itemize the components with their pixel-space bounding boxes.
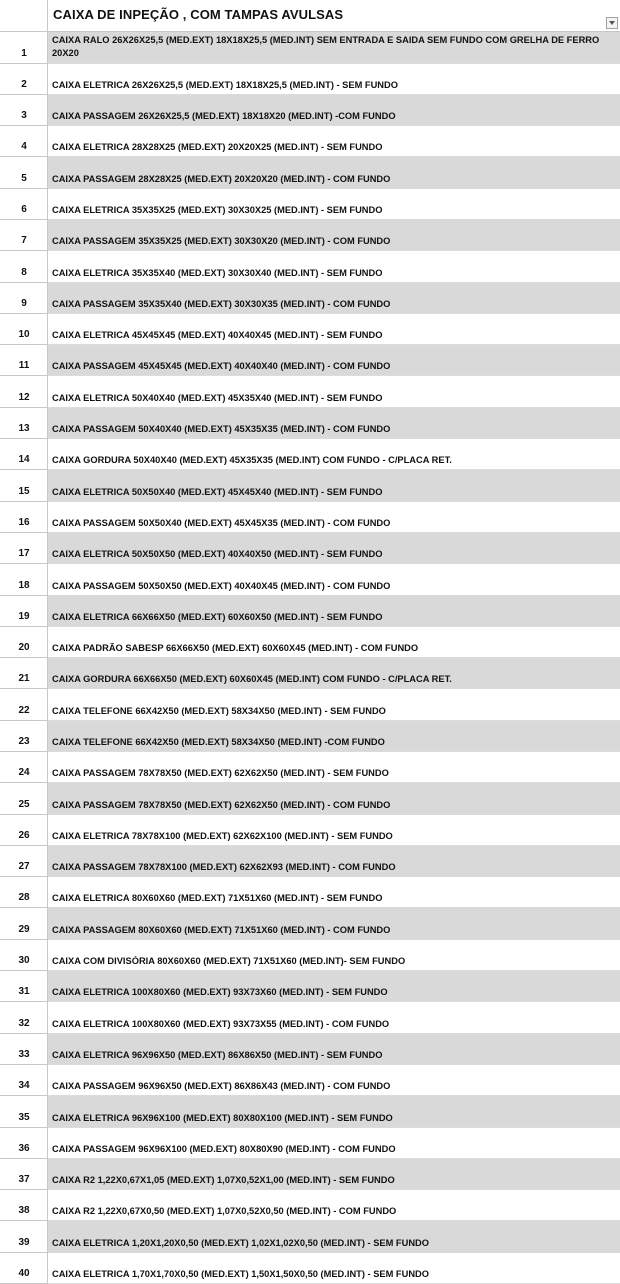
header-row	[0, 0, 620, 32]
table-row	[0, 157, 620, 188]
row-number-cell[interactable]	[0, 283, 48, 314]
row-number-cell[interactable]	[0, 877, 48, 908]
row-number-cell[interactable]	[0, 1159, 48, 1190]
table-row	[0, 596, 620, 627]
table-row	[0, 721, 620, 752]
description-cell[interactable]	[48, 314, 620, 345]
description-text: CAIXA ELETRICA 78X78X100 (MED.EXT) 62X62X100 (MED.INT) - SEM FUNDO	[52, 830, 393, 841]
description-text: CAIXA TELEFONE 66X42X50 (MED.EXT) 58X34X50 (MED.INT) - SEM FUNDO	[52, 705, 386, 716]
row-number: 15	[18, 485, 30, 497]
description-text: CAIXA ELETRICA 35X35X25 (MED.EXT) 30X30X25 (MED.INT) - SEM FUNDO	[52, 204, 383, 215]
description-text: CAIXA GORDURA 50X40X40 (MED.EXT) 45X35X35 (MED.INT) COM FUNDO - C/PLACA RET.	[52, 455, 452, 466]
table-row	[0, 1159, 620, 1190]
row-number-cell[interactable]	[0, 95, 48, 126]
description-text: CAIXA ELETRICA 96X96X100 (MED.EXT) 80X80X100 (MED.INT) - SEM FUNDO	[52, 1112, 393, 1123]
table-row	[0, 32, 620, 64]
row-number: 39	[18, 1236, 30, 1248]
table-row	[0, 1065, 620, 1096]
description-text: CAIXA PASSAGEM 28X28X25 (MED.EXT) 20X20X20 (MED.INT) - COM FUNDO	[52, 173, 391, 184]
row-number-cell[interactable]	[0, 470, 48, 501]
description-cell[interactable]	[48, 408, 620, 439]
description-cell[interactable]	[48, 815, 620, 846]
table-row	[0, 502, 620, 533]
row-number: 7	[21, 235, 27, 247]
table-row	[0, 408, 620, 439]
row-number: 16	[18, 516, 30, 528]
description-cell[interactable]	[48, 940, 620, 971]
description-text: CAIXA ELETRICA 1,70X1,70X0,50 (MED.EXT) 1,50X1,50X0,50 (MED.INT) - SEM FUNDO	[52, 1268, 429, 1279]
header-title-cell[interactable]	[48, 0, 620, 32]
description-text: CAIXA GORDURA 66X66X50 (MED.EXT) 60X60X45 (MED.INT) COM FUNDO - C/PLACA RET.	[52, 674, 452, 685]
description-text: CAIXA PASSAGEM 50X50X50 (MED.EXT) 40X40X45 (MED.INT) - COM FUNDO	[52, 580, 391, 591]
description-text: CAIXA PASSAGEM 45X45X45 (MED.EXT) 40X40X40 (MED.INT) - COM FUNDO	[52, 361, 391, 372]
table-row	[0, 752, 620, 783]
row-number: 34	[18, 1080, 30, 1092]
row-number: 11	[18, 360, 30, 372]
row-number-cell[interactable]	[0, 1065, 48, 1096]
row-number-cell[interactable]	[0, 689, 48, 720]
description-cell[interactable]	[48, 1065, 620, 1096]
row-number: 4	[21, 141, 27, 153]
description-cell[interactable]	[48, 1221, 620, 1252]
description-cell[interactable]	[48, 189, 620, 220]
description-text: CAIXA R2 1,22X0,67X0,50 (MED.EXT) 1,07X0,52X0,50 (MED.INT) - COM FUNDO	[52, 1206, 397, 1217]
row-number: 10	[18, 329, 30, 341]
row-number: 1	[21, 47, 27, 59]
description-cell[interactable]	[48, 345, 620, 376]
description-text: CAIXA COM DIVISÓRIA 80X60X60 (MED.EXT) 71X51X60 (MED.INT)- SEM FUNDO	[52, 956, 406, 967]
row-number-cell[interactable]	[0, 439, 48, 470]
table-row	[0, 1128, 620, 1159]
description-cell[interactable]	[48, 95, 620, 126]
dropdown-arrow-icon	[609, 21, 615, 25]
description-text: CAIXA RALO 26X26X25,5 (MED.EXT) 18X18X25,5 (MED.INT) SEM ENTRADA E SAIDA SEM FUNDO COM GRELHA DE FERRO 20X20	[52, 34, 600, 58]
row-number: 23	[18, 735, 30, 747]
description-cell[interactable]	[48, 1002, 620, 1033]
table-row	[0, 95, 620, 126]
table-row	[0, 564, 620, 595]
description-text: CAIXA PASSAGEM 78X78X100 (MED.EXT) 62X62X93 (MED.INT) - COM FUNDO	[52, 862, 396, 873]
description-cell[interactable]	[48, 470, 620, 501]
row-number-cell[interactable]	[0, 1034, 48, 1065]
table-row	[0, 1034, 620, 1065]
row-number-cell[interactable]	[0, 408, 48, 439]
description-text: CAIXA ELETRICA 96X96X50 (MED.EXT) 86X86X50 (MED.INT) - SEM FUNDO	[52, 1049, 383, 1060]
row-number-cell[interactable]	[0, 846, 48, 877]
description-cell[interactable]	[48, 283, 620, 314]
sheet-title: CAIXA DE INPEÇÃO , COM TAMPAS AVULSAS	[53, 7, 344, 22]
row-number-cell[interactable]	[0, 32, 48, 64]
row-number: 40	[18, 1267, 30, 1279]
row-number: 5	[21, 172, 27, 184]
table-row	[0, 376, 620, 407]
description-cell[interactable]	[48, 783, 620, 814]
row-number-cell[interactable]	[0, 1221, 48, 1252]
row-number-cell[interactable]	[0, 251, 48, 282]
row-number-cell[interactable]	[0, 783, 48, 814]
row-number: 9	[21, 297, 27, 309]
description-text: CAIXA ELETRICA 100X80X60 (MED.EXT) 93X73X60 (MED.INT) - SEM FUNDO	[52, 987, 388, 998]
row-number-cell[interactable]	[0, 564, 48, 595]
row-number: 8	[21, 266, 27, 278]
row-number-cell[interactable]	[0, 1128, 48, 1159]
description-cell[interactable]	[48, 1128, 620, 1159]
row-number: 17	[18, 548, 30, 560]
filter-dropdown-button[interactable]	[606, 17, 618, 29]
description-text: CAIXA ELETRICA 35X35X40 (MED.EXT) 30X30X40 (MED.INT) - SEM FUNDO	[52, 267, 383, 278]
description-cell[interactable]	[48, 752, 620, 783]
table-row	[0, 877, 620, 908]
description-text: CAIXA PASSAGEM 96X96X100 (MED.EXT) 80X80X90 (MED.INT) - COM FUNDO	[52, 1143, 396, 1154]
description-cell[interactable]	[48, 1159, 620, 1190]
description-cell[interactable]	[48, 971, 620, 1002]
row-number-cell[interactable]	[0, 502, 48, 533]
table-row	[0, 251, 620, 282]
row-number-cell[interactable]	[0, 971, 48, 1002]
row-number-cell[interactable]	[0, 1253, 48, 1284]
row-number: 14	[18, 454, 30, 466]
row-number: 33	[18, 1048, 30, 1060]
row-number: 2	[21, 78, 27, 90]
table-row	[0, 64, 620, 95]
table-row	[0, 689, 620, 720]
row-number-cell[interactable]	[0, 314, 48, 345]
table-row	[0, 627, 620, 658]
description-cell[interactable]	[48, 908, 620, 939]
description-cell[interactable]	[48, 1190, 620, 1221]
row-number: 29	[18, 923, 30, 935]
row-number: 3	[21, 110, 27, 122]
description-text: CAIXA PASSAGEM 26X26X25,5 (MED.EXT) 18X18X20 (MED.INT) -COM FUNDO	[52, 111, 396, 122]
row-number: 22	[18, 704, 30, 716]
row-number-cell[interactable]	[0, 752, 48, 783]
row-number-cell[interactable]	[0, 1002, 48, 1033]
row-number: 20	[18, 642, 30, 654]
description-text: CAIXA ELETRICA 50X50X50 (MED.EXT) 40X40X50 (MED.INT) - SEM FUNDO	[52, 549, 383, 560]
row-number-cell[interactable]	[0, 940, 48, 971]
row-number-cell[interactable]	[0, 1190, 48, 1221]
row-number: 37	[18, 1174, 30, 1186]
table-row	[0, 783, 620, 814]
description-cell[interactable]	[48, 126, 620, 157]
table-row	[0, 220, 620, 251]
row-number: 21	[18, 673, 30, 685]
row-number: 32	[18, 1017, 30, 1029]
row-number: 30	[18, 955, 30, 967]
description-text: CAIXA PASSAGEM 78X78X50 (MED.EXT) 62X62X50 (MED.INT) - SEM FUNDO	[52, 768, 389, 779]
description-text: CAIXA PASSAGEM 35X35X25 (MED.EXT) 30X30X20 (MED.INT) - COM FUNDO	[52, 236, 391, 247]
row-number-cell[interactable]	[0, 627, 48, 658]
table-row	[0, 189, 620, 220]
row-number-cell[interactable]	[0, 533, 48, 564]
table-row	[0, 283, 620, 314]
row-number-cell[interactable]	[0, 189, 48, 220]
description-text: CAIXA PASSAGEM 35X35X40 (MED.EXT) 30X30X35 (MED.INT) - COM FUNDO	[52, 298, 391, 309]
description-cell[interactable]	[48, 658, 620, 689]
row-number-cell[interactable]	[0, 157, 48, 188]
description-text: CAIXA ELETRICA 66X66X50 (MED.EXT) 60X60X50 (MED.INT) - SEM FUNDO	[52, 611, 383, 622]
description-text: CAIXA ELETRICA 100X80X60 (MED.EXT) 93X73X55 (MED.INT) - COM FUNDO	[52, 1018, 390, 1029]
table-row	[0, 658, 620, 689]
row-number-cell[interactable]	[0, 596, 48, 627]
table-row	[0, 1253, 620, 1284]
row-number-cell[interactable]	[0, 64, 48, 95]
description-cell[interactable]	[48, 220, 620, 251]
description-cell[interactable]	[48, 877, 620, 908]
row-number: 38	[18, 1205, 30, 1217]
table-row	[0, 345, 620, 376]
table-row	[0, 1221, 620, 1252]
row-number: 31	[18, 986, 30, 998]
table-row	[0, 126, 620, 157]
table-row	[0, 439, 620, 470]
row-number-cell[interactable]	[0, 376, 48, 407]
table-row	[0, 470, 620, 501]
description-text: CAIXA ELETRICA 28X28X25 (MED.EXT) 20X20X25 (MED.INT) - SEM FUNDO	[52, 142, 383, 153]
description-text: CAIXA R2 1,22X0,67X1,05 (MED.EXT) 1,07X0,52X1,00 (MED.INT) - SEM FUNDO	[52, 1175, 395, 1186]
row-number: 18	[18, 579, 30, 591]
table-row	[0, 971, 620, 1002]
row-number: 13	[18, 423, 30, 435]
row-number: 26	[18, 829, 30, 841]
description-text: CAIXA ELETRICA 50X40X40 (MED.EXT) 45X35X40 (MED.INT) - SEM FUNDO	[52, 392, 383, 403]
row-number-cell[interactable]	[0, 1096, 48, 1127]
description-cell[interactable]	[48, 1034, 620, 1065]
table-row	[0, 908, 620, 939]
row-number: 19	[18, 610, 30, 622]
description-cell[interactable]	[48, 596, 620, 627]
header-number-cell[interactable]	[0, 0, 48, 32]
row-number: 36	[18, 1142, 30, 1154]
description-text: CAIXA ELETRICA 50X50X40 (MED.EXT) 45X45X40 (MED.INT) - SEM FUNDO	[52, 486, 383, 497]
row-number: 28	[18, 892, 30, 904]
row-number: 27	[18, 861, 30, 873]
table-row	[0, 815, 620, 846]
description-text: CAIXA PASSAGEM 96X96X50 (MED.EXT) 86X86X43 (MED.INT) - COM FUNDO	[52, 1081, 391, 1092]
description-cell[interactable]	[48, 721, 620, 752]
description-cell[interactable]	[48, 64, 620, 95]
row-number-cell[interactable]	[0, 815, 48, 846]
description-text: CAIXA TELEFONE 66X42X50 (MED.EXT) 58X34X50 (MED.INT) -COM FUNDO	[52, 736, 385, 747]
table-row	[0, 1190, 620, 1221]
description-cell[interactable]	[48, 1253, 620, 1284]
row-number-cell[interactable]	[0, 658, 48, 689]
table-row	[0, 314, 620, 345]
description-text: CAIXA ELETRICA 26X26X25,5 (MED.EXT) 18X18X25,5 (MED.INT) - SEM FUNDO	[52, 79, 398, 90]
description-text: CAIXA PASSAGEM 50X50X40 (MED.EXT) 45X45X35 (MED.INT) - COM FUNDO	[52, 517, 391, 528]
description-cell[interactable]	[48, 32, 620, 64]
row-number-cell[interactable]	[0, 721, 48, 752]
description-cell[interactable]	[48, 564, 620, 595]
description-cell[interactable]	[48, 439, 620, 470]
table-row	[0, 533, 620, 564]
description-cell[interactable]	[48, 251, 620, 282]
description-cell[interactable]	[48, 376, 620, 407]
row-number-cell[interactable]	[0, 908, 48, 939]
description-cell[interactable]	[48, 627, 620, 658]
description-text: CAIXA PASSAGEM 78X78X50 (MED.EXT) 62X62X50 (MED.INT) - COM FUNDO	[52, 799, 391, 810]
table-row	[0, 1096, 620, 1127]
row-number-cell[interactable]	[0, 126, 48, 157]
description-cell[interactable]	[48, 157, 620, 188]
description-cell[interactable]	[48, 689, 620, 720]
description-text: CAIXA ELETRICA 45X45X45 (MED.EXT) 40X40X45 (MED.INT) - SEM FUNDO	[52, 330, 383, 341]
description-cell[interactable]	[48, 502, 620, 533]
table-row	[0, 1002, 620, 1033]
row-number: 12	[18, 391, 30, 403]
row-number: 6	[21, 203, 27, 215]
row-number-cell[interactable]	[0, 345, 48, 376]
table-row	[0, 940, 620, 971]
row-number: 25	[18, 798, 30, 810]
description-cell[interactable]	[48, 1096, 620, 1127]
description-cell[interactable]	[48, 846, 620, 877]
row-number-cell[interactable]	[0, 220, 48, 251]
table-row	[0, 846, 620, 877]
description-cell[interactable]	[48, 533, 620, 564]
description-text: CAIXA PADRÃO SABESP 66X66X50 (MED.EXT) 60X60X45 (MED.INT) - COM FUNDO	[52, 643, 419, 654]
description-text: CAIXA PASSAGEM 50X40X40 (MED.EXT) 45X35X35 (MED.INT) - COM FUNDO	[52, 424, 391, 435]
row-number: 24	[18, 767, 30, 779]
description-text: CAIXA ELETRICA 1,20X1,20X0,50 (MED.EXT) 1,02X1,02X0,50 (MED.INT) - SEM FUNDO	[52, 1237, 429, 1248]
description-text: CAIXA ELETRICA 80X60X60 (MED.EXT) 71X51X60 (MED.INT) - SEM FUNDO	[52, 893, 383, 904]
description-text: CAIXA PASSAGEM 80X60X60 (MED.EXT) 71X51X60 (MED.INT) - COM FUNDO	[52, 924, 391, 935]
row-number: 35	[18, 1111, 30, 1123]
